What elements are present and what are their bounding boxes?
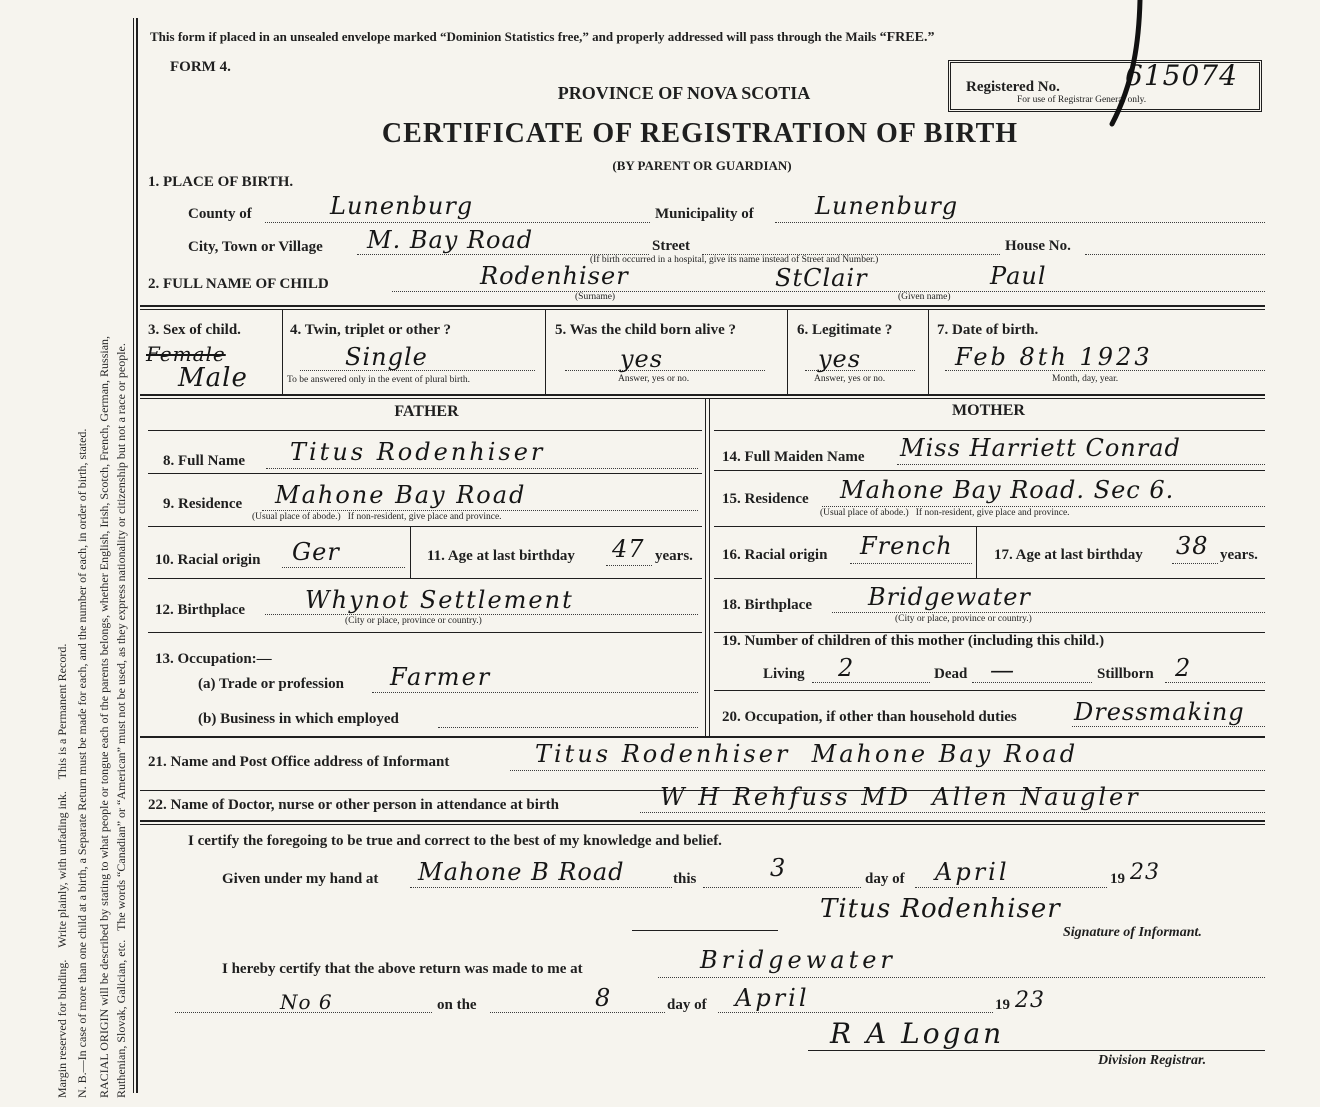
- mother-occupation-label: 20. Occupation, if other than household duties: [722, 709, 1017, 725]
- twin-label: 4. Twin, triplet or other ?: [290, 322, 451, 338]
- details-divider-3: [787, 310, 788, 395]
- attendant-value: W H Rehfuss MD Allen Naugler: [660, 783, 1141, 811]
- mother-racial-line: [850, 563, 972, 564]
- mother-rule-2: [714, 470, 1265, 471]
- county-label: County of: [188, 206, 252, 222]
- mother-dead-label: Dead: [934, 666, 968, 682]
- informant-label: 21. Name and Post Office address of Informant: [148, 754, 450, 770]
- given-day-line: [703, 887, 861, 888]
- mother-stillborn-label: Stillborn: [1097, 666, 1154, 682]
- details-divider-4: [928, 310, 929, 395]
- mail-notice-text: This form if placed in an unsealed envelope marked “Dominion Statistics free,” and properly addressed will pass through the Mails: [150, 29, 880, 44]
- city-value: M. Bay Road: [367, 226, 534, 254]
- mother-birthplace-value: Bridgewater: [868, 583, 1031, 611]
- county-line: [265, 222, 650, 223]
- mother-living-line: [812, 682, 930, 683]
- given-month-line: [915, 887, 1107, 888]
- registrar-month-line: [718, 1012, 993, 1013]
- certification-statement: I certify the foregoing to be true and correct to the best of my knowledge and belief.: [188, 833, 722, 849]
- sex-value: Male: [178, 363, 248, 393]
- rule-above-certification: [140, 820, 1265, 822]
- mother-heading: MOTHER: [952, 402, 1025, 419]
- sex-struck-value: Female: [146, 342, 226, 366]
- father-birthplace-line: [265, 614, 698, 615]
- child-given-name-first: StClair: [775, 264, 868, 292]
- father-name-line: [266, 468, 698, 469]
- father-rule-5: [148, 632, 702, 633]
- registrar-year-prefix: 19: [995, 997, 1010, 1013]
- sex-label: 3. Sex of child.: [148, 322, 241, 338]
- municipality-label: Municipality of: [655, 206, 754, 222]
- father-rule-3: [148, 526, 702, 527]
- mother-racial-value: French: [860, 532, 953, 560]
- margin-note-racial-origin-cont: Ruthenian, Slovak, Galician, etc. The words “Canadian” or “American” must not be used, as they express nationality or citizenship but not a race or people.: [114, 343, 128, 1098]
- father-heading: FATHER: [394, 403, 459, 420]
- mother-occupation-line: [1072, 726, 1265, 727]
- registrar-day-of-label: day of: [667, 997, 707, 1013]
- mother-age-line: [1172, 563, 1218, 564]
- registrar-year-suffix: 23: [1015, 988, 1045, 1013]
- father-age-label: 11. Age at last birthday: [427, 548, 575, 564]
- father-racial-value: Ger: [292, 538, 340, 566]
- father-racial-line: [282, 567, 405, 568]
- mother-age-unit: years.: [1220, 547, 1258, 563]
- mother-living-value: 2: [838, 654, 855, 682]
- date-of-birth-label: 7. Date of birth.: [937, 322, 1039, 338]
- date-of-birth-value: Feb 8th 1923: [955, 343, 1153, 371]
- child-name-label: 2. FULL NAME OF CHILD: [148, 276, 329, 292]
- mother-birthplace-line: [832, 612, 1265, 613]
- registrar-place-value: Bridgewater: [700, 946, 896, 974]
- father-business-line: [438, 727, 698, 728]
- mother-residence-note: (Usual place of abode.) If non-resident, give place and province.: [820, 508, 1070, 518]
- registrar-day-value: 8: [595, 984, 612, 1012]
- municipality-line: [775, 222, 1265, 223]
- margin-note-binding: Margin reserved for binding. Write plainly, with unfading ink. This is a Permanent Record.: [55, 643, 69, 1098]
- legitimate-note: Answer, yes or no.: [814, 374, 886, 384]
- informant-line: [510, 770, 1265, 771]
- given-year-prefix: 19: [1110, 871, 1125, 887]
- mother-name-line: [897, 464, 1265, 465]
- mother-children-label: 19. Number of children of this mother (including this child.): [722, 633, 1105, 649]
- father-name-value: Titus Rodenhiser: [290, 438, 546, 466]
- mother-dead-value: —: [990, 656, 1015, 684]
- mother-residence-label: 15. Residence: [722, 491, 809, 507]
- surname-caption: (Surname): [575, 292, 616, 302]
- child-surname-value: Rodenhiser: [480, 262, 629, 290]
- child-given-name-second: Paul: [990, 262, 1047, 290]
- place-of-birth-heading: 1. PLACE OF BIRTH.: [148, 174, 294, 190]
- twin-value: Single: [345, 343, 428, 371]
- margin-note-racial-origin: RACIAL ORIGIN will be described by stating to what people or tongue each of the parents belongs, whether English, Irish, Scotch, French, German, Russian,: [97, 335, 111, 1098]
- born-alive-line: [565, 370, 765, 371]
- mother-occupation-value: Dressmaking: [1074, 698, 1245, 726]
- margin-rule-outer: [133, 18, 134, 1093]
- registrar-statement: I hereby certify that the above return was made to me at: [222, 961, 583, 977]
- given-under-hand-label: Given under my hand at: [222, 871, 379, 887]
- attendant-line: [640, 812, 1265, 813]
- mother-rule-6: [714, 690, 1265, 691]
- mother-birthplace-note: (City or place, province or country.): [895, 614, 1032, 624]
- father-birthplace-label: 12. Birthplace: [155, 602, 245, 618]
- father-trade-value: Farmer: [390, 663, 492, 691]
- born-alive-value: yes: [620, 345, 664, 373]
- father-age-line: [606, 565, 652, 566]
- rule-above-informant: [140, 736, 1265, 738]
- father-birthplace-value: Whynot Settlement: [305, 586, 574, 614]
- informant-signature-caption: Signature of Informant.: [1063, 925, 1202, 940]
- father-racial-age-divider: [410, 527, 411, 578]
- mother-age-value: 38: [1176, 532, 1209, 560]
- mother-racial-label: 16. Racial origin: [722, 547, 828, 563]
- born-alive-note: Answer, yes or no.: [618, 374, 690, 384]
- registrar-on-the-label: on the: [437, 997, 477, 1013]
- mother-stillborn-line: [1165, 682, 1265, 683]
- margin-note-multiple-births: N. B.—In case of more than one child at a birth, a Separate Return must be made for each, and the number of each, in order of birth, stated.: [75, 428, 89, 1098]
- parents-divider-right: [709, 399, 710, 737]
- father-racial-label: 10. Racial origin: [155, 552, 261, 568]
- father-residence-note: (Usual place of abode.) If non-resident, give place and province.: [252, 512, 502, 522]
- father-trade-line: [372, 692, 698, 693]
- rule-above-certification-thin: [140, 824, 1265, 825]
- registered-number-label: Registered No.: [966, 79, 1060, 95]
- page-subtitle: (BY PARENT OR GUARDIAN): [612, 158, 792, 173]
- date-of-birth-note: Month, day, year.: [1052, 374, 1119, 384]
- father-rule-1: [148, 430, 702, 431]
- registrar-day-line: [490, 1012, 665, 1013]
- registrar-signature-rule: [808, 1050, 1265, 1051]
- registrar-ink-stroke: [1090, 0, 1150, 130]
- mail-free-text: “FREE.”: [879, 30, 935, 45]
- given-month-value: April: [935, 858, 1010, 886]
- father-rule-4: [148, 578, 702, 579]
- informant-value: Titus Rodenhiser Mahone Bay Road: [535, 740, 1079, 768]
- details-divider-2: [545, 310, 546, 395]
- given-name-caption: (Given name): [898, 292, 951, 302]
- registrar-number-value: No 6: [280, 990, 333, 1014]
- street-label: Street: [652, 238, 691, 254]
- informant-signature: Titus Rodenhiser: [820, 894, 1061, 924]
- attendant-label: 22. Name of Doctor, nurse or other person in attendance at birth: [148, 797, 559, 813]
- rule-above-details-thin: [140, 309, 1265, 310]
- father-business-label: (b) Business in which employed: [198, 711, 399, 727]
- registrar-signature: R A Logan: [830, 1017, 1005, 1050]
- father-age-unit: years.: [655, 548, 693, 564]
- given-day-of-label: day of: [865, 871, 905, 887]
- province-heading: PROVINCE OF NOVA SCOTIA: [557, 83, 811, 103]
- father-residence-value: Mahone Bay Road: [275, 481, 527, 509]
- mother-name-value: Miss Harriett Conrad: [900, 434, 1181, 462]
- page-title: CERTIFICATE OF REGISTRATION OF BIRTH: [381, 118, 1019, 149]
- registrar-month-value: April: [735, 984, 810, 1012]
- mother-residence-line: [822, 506, 1265, 507]
- father-age-value: 47: [612, 535, 645, 563]
- form-number: FORM 4.: [170, 59, 231, 75]
- mother-residence-value: Mahone Bay Road. Sec 6.: [840, 476, 1175, 504]
- father-rule-2: [148, 473, 702, 474]
- margin-rule-inner: [136, 18, 138, 1093]
- mother-rule-4: [714, 578, 1265, 579]
- house-number-line: [1085, 254, 1265, 255]
- father-birthplace-note: (City or place, province or country.): [345, 616, 482, 626]
- parents-divider-left: [705, 399, 706, 737]
- father-name-label: 8. Full Name: [163, 453, 246, 469]
- registrar-signature-caption: Division Registrar.: [1098, 1053, 1207, 1068]
- registrar-place-line: [658, 977, 1265, 978]
- given-place-value: Mahone B Road: [418, 858, 625, 886]
- given-year-suffix: 23: [1130, 860, 1160, 885]
- mother-birthplace-label: 18. Birthplace: [722, 597, 812, 613]
- rule-above-details: [140, 305, 1265, 307]
- born-alive-label: 5. Was the child born alive ?: [555, 322, 736, 338]
- father-trade-label: (a) Trade or profession: [198, 676, 344, 692]
- city-label: City, Town or Village: [188, 239, 323, 255]
- county-value: Lunenburg: [330, 192, 474, 220]
- father-occupation-label: 13. Occupation:—: [155, 651, 272, 667]
- father-residence-line: [262, 510, 698, 511]
- rule-above-parents-thin: [140, 398, 1265, 399]
- mail-notice: [150, 30, 934, 45]
- given-this-label: this: [673, 871, 697, 887]
- mother-rule-3: [714, 526, 1265, 527]
- hospital-note: (If birth occurred in a hospital, give its name instead of Street and Number.): [590, 255, 879, 265]
- twin-note: To be answered only in the event of plural birth.: [287, 375, 470, 385]
- mother-rule-1: [714, 430, 1265, 431]
- municipality-value: Lunenburg: [815, 192, 959, 220]
- mother-racial-age-divider: [976, 527, 977, 578]
- legitimate-label: 6. Legitimate ?: [797, 322, 893, 338]
- registrar-note: For use of Registrar General only.: [1017, 95, 1147, 105]
- mother-age-label: 17. Age at last birthday: [994, 547, 1143, 563]
- registered-number-value: 615074: [1125, 59, 1238, 92]
- legitimate-value: yes: [818, 345, 862, 373]
- house-number-label: House No.: [1005, 238, 1071, 254]
- rule-above-parents: [140, 394, 1265, 396]
- given-day-value: 3: [770, 854, 787, 882]
- father-residence-label: 9. Residence: [163, 496, 243, 512]
- mother-stillborn-value: 2: [1175, 654, 1192, 682]
- mother-name-label: 14. Full Maiden Name: [722, 449, 865, 465]
- mother-living-label: Living: [763, 666, 805, 682]
- given-place-line: [410, 887, 672, 888]
- details-divider-1: [282, 310, 283, 395]
- informant-signature-short-rule: [632, 930, 778, 931]
